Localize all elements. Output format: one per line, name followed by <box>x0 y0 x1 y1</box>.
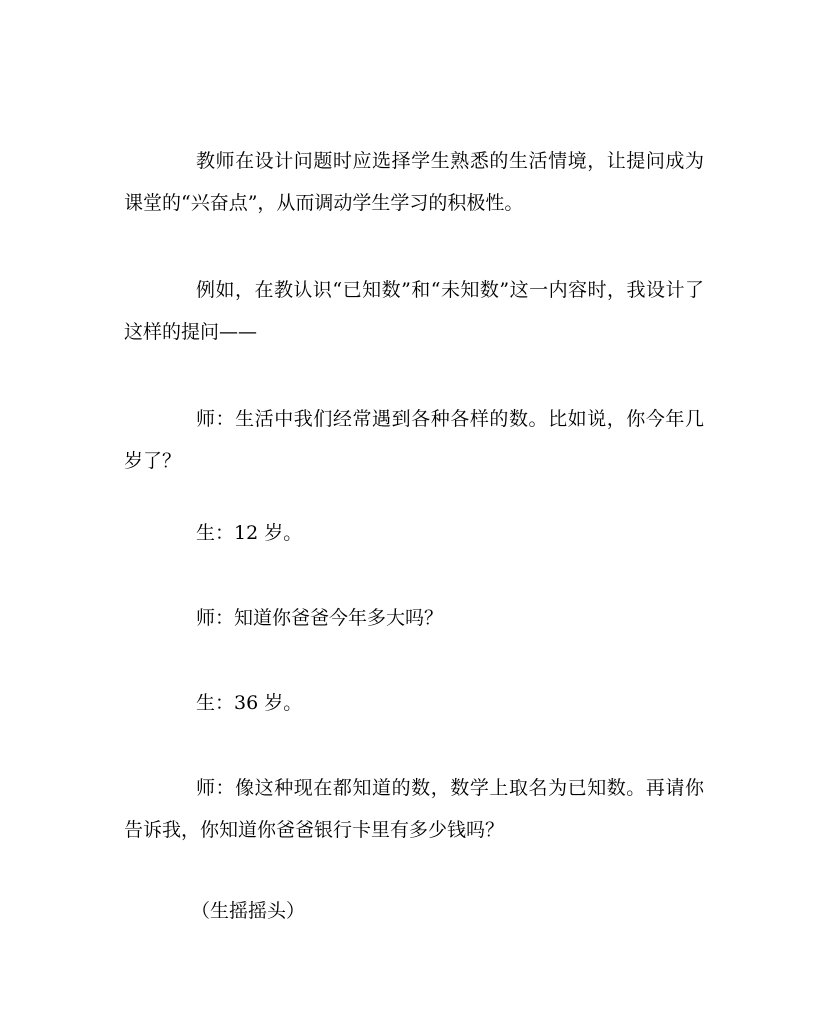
paragraph-student-shakes-head: （生摇摇头） <box>191 900 306 922</box>
paragraph-student-answer-father: 生：36 岁。 <box>196 692 303 714</box>
paragraph-intro: 教师在设计问题时应选择学生熟悉的生活情境，让提问成为课堂的“兴奋点”，从而调动学生学习的积极性。 <box>124 150 704 214</box>
paragraph-teacher-question-father: 师：知道你爸爸今年多大吗？ <box>196 607 444 629</box>
paragraph-teacher-question-age: 师：生活中我们经常遇到各种各样的数。比如说，你今年几岁了？ <box>124 408 704 472</box>
paragraph-student-answer-age: 生：12 岁。 <box>196 522 303 544</box>
paragraph-teacher-known-number: 师：像这种现在都知道的数，数学上取名为已知数。再请你告诉我，你知道你爸爸银行卡里有多少钱吗？ <box>124 777 704 841</box>
paragraph-example: 例如，在教认识“已知数”和“未知数”这一内容时，我设计了这样的提问—— <box>124 279 704 343</box>
